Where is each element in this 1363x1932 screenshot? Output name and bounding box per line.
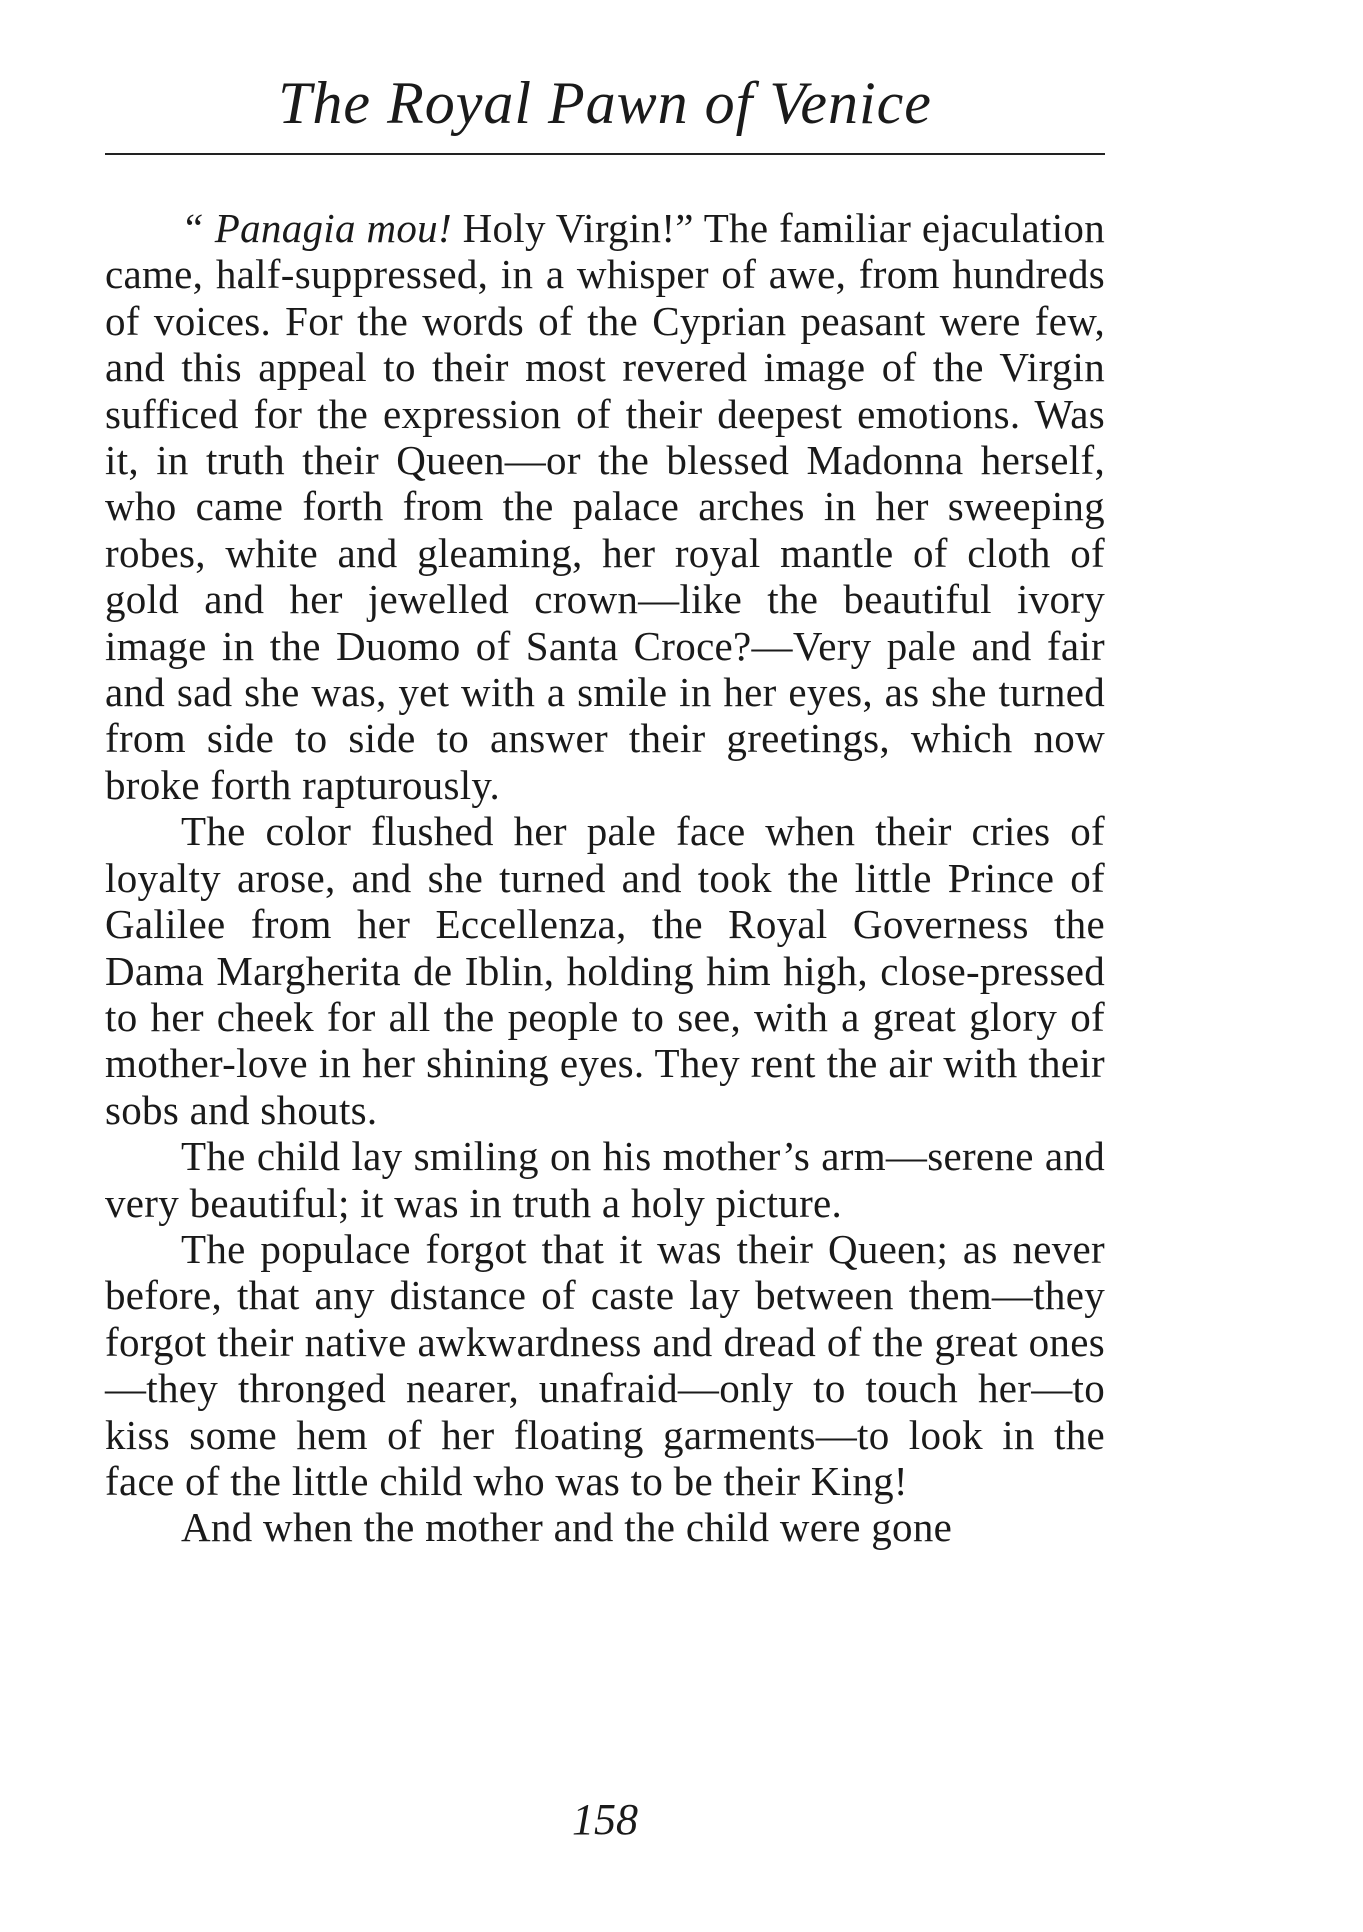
header-rule	[105, 153, 1105, 155]
body-text	[105, 205, 1105, 1551]
paragraph-1-text: Holy Virgin!” The familiar ejaculation came, half-suppressed, in a whisper of awe, from hundreds of voices. For the words of the Cyprian peasant were few, and this appeal to their most revered image of the Virgin sufficed for the expression of their deepest emotions. Was it, in truth their Queen—or the blessed Madonna herself, who came forth from the palace arches in her sweeping robes, white and gleaming, her royal mantle of cloth of gold and her jewelled crown—like the beautiful ivory image in the Duomo of Santa Croce?—Very pale and fair and sad she was, yet with a smile in her eyes, as she turned from side to side to answer their greetings, which now broke forth rapturously.	[105, 205, 1105, 808]
paragraph-1	[105, 205, 1105, 808]
paragraph-3: The child lay smiling on his mother’s arm—serene and very beautiful; it was in truth a holy picture.	[105, 1133, 1105, 1226]
paragraph-1-emphasis: “ Panagia mou!	[181, 205, 452, 251]
running-head: The Royal Pawn of Venice	[278, 70, 932, 136]
paragraph-4: The populace forgot that it was their Queen; as never before, that any distance of caste lay between them—they forgot their native awkwardness and dread of the great ones—they thronged nearer, unafraid—only to touch her—to kiss some hem of her floating garments—to look in the face of the little child who was to be their King!	[105, 1225, 1105, 1504]
paragraph-2: The color flushed her pale face when their cries of loyalty arose, and she turned and took the little Prince of Galilee from her Eccellenza, the Royal Governess the Dama Margherita de Iblin, holding him high, close-pressed to her cheek for all the people to see, with a great glory of mother-love in her shining eyes. They rent the air with their sobs and shouts.	[105, 808, 1105, 1133]
page-number: 158	[572, 1795, 638, 1844]
paragraph-5: And when the mother and the child were gone	[181, 1504, 953, 1551]
